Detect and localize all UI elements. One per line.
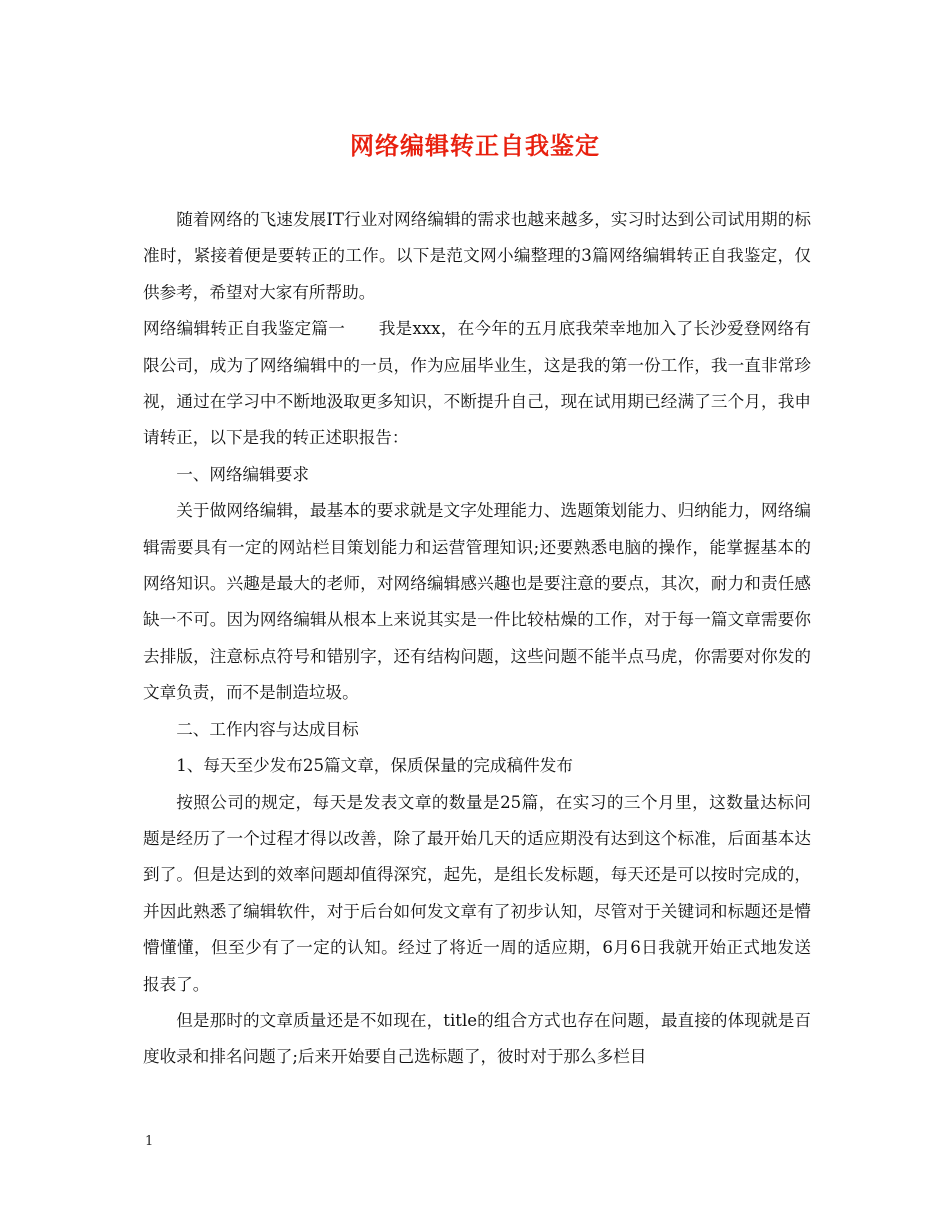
- document-title: 网络编辑转正自我鉴定: [350, 131, 600, 160]
- paragraph-daily-articles: 按照公司的规定，每天是发表文章的数量是25篇，在实习的三个月里，这数量达标问题是经历了一个过程才得以改善，除了最开始几天的适应期没有达到这个标准，后面基本达到了。但是达到的效率问题却值得深究，起先，是组长发标题，每天还是可以按时完成的，并因此熟悉了编辑软件，对于后台如何发文章有了初步认知，尽管对于关键词和标题还是懵懵懂懂，但至少有了一定的认知。经过了将近一周的适应期，6月6日我就开始正式地发送报表了。: [143, 792, 811, 994]
- heading-work-content: 二、工作内容与达成目标: [176, 719, 359, 739]
- paragraph-article-quality: 但是那时的文章质量还是不如现在，title的组合方式也存在问题，最直接的体现就是百度收录和排名问题了;后来开始要自己选标题了，彼时对于那么多栏目: [143, 1010, 811, 1067]
- subheading-daily-articles: 1、每天至少发布25篇文章，保质保量的完成稿件发布: [176, 756, 573, 776]
- paragraph-requirements: 关于做网络编辑，最基本的要求就是文字处理能力、选题策划能力、归纳能力，网络编辑需要具有一定的网站栏目策划能力和运营管理知识;还要熟悉电脑的操作，能掌握基本的网络知识。兴趣是最大的老师，对网络编辑感兴趣也是要注意的要点，其次，耐力和责任感缺一不可。因为网络编辑从根本上来说其实是一件比较枯燥的工作，对于每一篇文章需要你去排版，注意标点符号和错别字，还有结构问题，这些问题不能半点马虎，你需要对你发的文章负责，而不是制造垃圾。: [143, 501, 811, 703]
- heading-editor-requirements: 一、网络编辑要求: [176, 464, 309, 484]
- page-number: 1: [145, 1134, 154, 1149]
- paragraph-section-one-start: 网络编辑转正自我鉴定篇一 我是xxx，在今年的五月底我荣幸地加入了长沙爱登网络有限公司，成为了网络编辑中的一员，作为应届毕业生，这是我的第一份工作，我一直非常珍视，通过在学习中不断地汲取更多知识，不断提升自己，现在试用期已经满了三个月，我申请转正，以下是我的转正述职报告：: [143, 319, 811, 448]
- paragraph-intro: 随着网络的飞速发展IT行业对网络编辑的需求也越来越多，实习时达到公司试用期的标准时，紧接着便是要转正的工作。以下是范文网小编整理的3篇网络编辑转正自我鉴定，仅供参考，希望对大家有所帮助。: [143, 210, 811, 302]
- document-body: [143, 202, 811, 1076]
